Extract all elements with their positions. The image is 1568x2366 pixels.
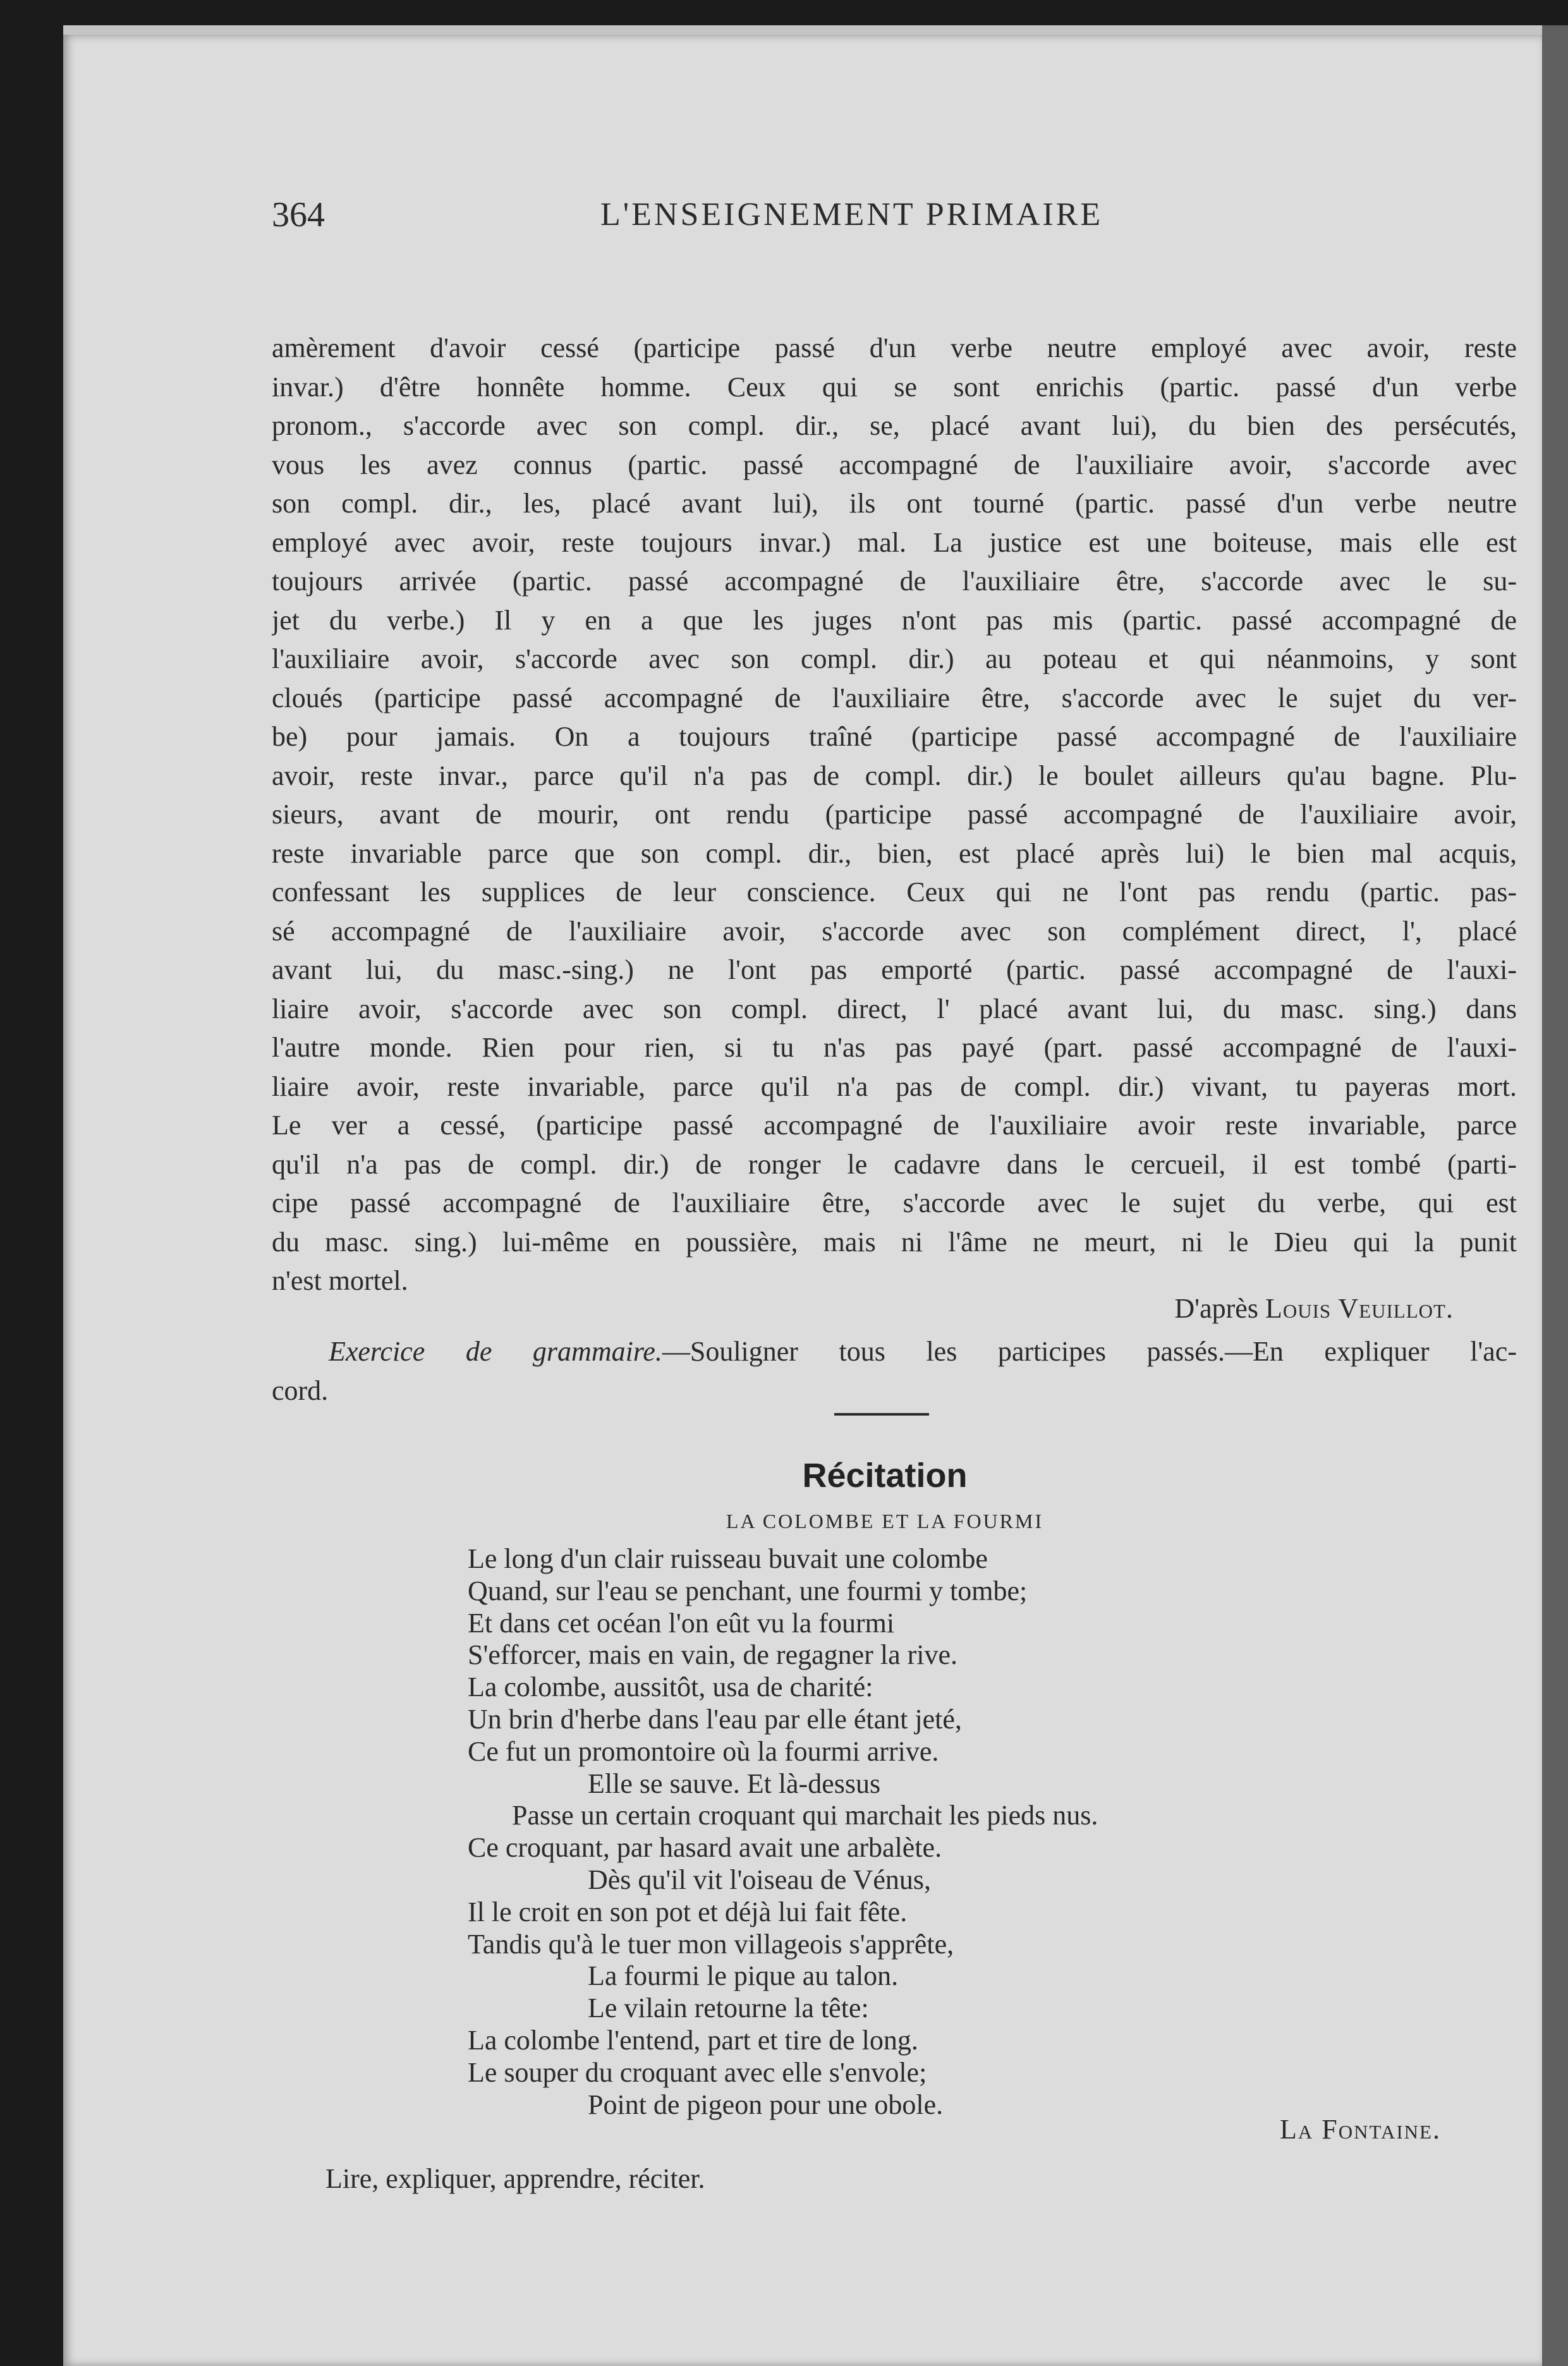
body-line: liaire avoir, s'accorde avec son compl. direct, l' placé avant lui, du masc. sing.) dans	[272, 993, 1517, 1024]
body-line: toujours arrivée (partic. passé accompagné de l'auxiliaire être, s'accorde avec le su-	[272, 566, 1517, 597]
body-line: l'auxiliaire avoir, s'accorde avec son compl. dir.) au poteau et qui néanmoins, y sont	[272, 643, 1517, 674]
poem-line: La colombe, aussitôt, usa de charité:	[468, 1671, 873, 1703]
poem-line: Ce fut un promontoire où la fourmi arrive.	[468, 1735, 939, 1767]
poem-line: Passe un certain croquant qui marchait les pieds nus.	[512, 1800, 1098, 1831]
poem-line: S'efforcer, mais en vain, de regagner la rive.	[468, 1639, 958, 1671]
poem-line: Dès qu'il vit l'oiseau de Vénus,	[588, 1864, 931, 1895]
poem	[468, 1543, 1352, 2121]
exercise-line	[272, 1333, 1517, 1373]
body-line: sieurs, avant de mourir, ont rendu (participe passé accompagné de l'auxiliaire avoir,	[272, 799, 1517, 830]
poem-line: Point de pigeon pour une obole.	[588, 2089, 944, 2120]
poem-line: Le souper du croquant avec elle s'envole;	[468, 2056, 927, 2088]
poem-line: La colombe l'entend, part et tire de long.	[468, 2024, 918, 2056]
attribution-prefix: D'après	[1174, 1293, 1258, 1324]
section-title: Récitation	[802, 1457, 968, 1495]
body-line: reste invariable parce que son compl. dir., bien, est placé après lui) le bien mal acquis,	[272, 837, 1517, 869]
body-line: be) pour jamais. On a toujours traîné (participe passé accompagné de l'auxiliaire	[272, 721, 1517, 752]
body-line: du masc. sing.) lui-même en poussière, mais ni l'âme ne meurt, ni le Dieu qui la punit	[272, 1226, 1517, 1258]
poem-line: Ce croquant, par hasard avait une arbalète.	[468, 1832, 942, 1864]
journal-title: L'ENSEIGNEMENT PRIMAIRE	[600, 197, 1103, 233]
body-line: employé avec avoir, reste toujours invar.) mal. La justice est une boiteuse, mais elle est	[272, 526, 1517, 558]
exercise-label: Exercice de grammaire.	[329, 1336, 662, 1367]
exercise-instructions	[272, 1333, 1517, 1409]
poem-line: Le vilain retourne la tête:	[588, 1993, 869, 2024]
body-line: invar.) d'être honnête homme. Ceux qui se sont enrichis (partic. passé d'un verbe	[272, 371, 1517, 403]
body-line: avant lui, du masc.-sing.) ne l'ont pas emporté (partic. passé accompagné de l'auxi-	[272, 954, 1517, 985]
poem-line: Il le croit en son pot et déjà lui fait fête.	[468, 1896, 908, 1927]
section-divider	[834, 1413, 929, 1416]
body-line: Le ver a cessé, (participe passé accompagné de l'auxiliaire avoir reste invariable, parce	[272, 1110, 1517, 1141]
body-line: liaire avoir, reste invariable, parce qu'il n'a pas de compl. dir.) vivant, tu payeras mort.	[272, 1071, 1517, 1102]
body-line: avoir, reste invar., parce qu'il n'a pas de compl. dir.) le boulet ailleurs qu'au bagne. Plu-	[272, 760, 1517, 791]
poem-line: Un brin d'herbe dans l'eau par elle étant jeté,	[468, 1703, 962, 1735]
page-top-edge	[63, 25, 1542, 35]
body-line: jet du verbe.) Il y en a que les juges n'ont pas mis (partic. passé accompagné de	[272, 604, 1517, 636]
body-line: cipe passé accompagné de l'auxiliaire être, s'accorde avec le sujet du verbe, qui est	[272, 1187, 1517, 1218]
page-number: 364	[272, 195, 325, 234]
body-line: pronom., s'accorde avec son compl. dir., se, placé avant lui), du bien des persécutés,	[272, 410, 1517, 441]
poem-title: LA COLOMBE ET LA FOURMI	[726, 1510, 1044, 1532]
body-line: cloués (participe passé accompagné de l'auxiliaire être, s'accorde avec le sujet du ver-	[272, 682, 1517, 713]
poem-line: Tandis qu'à le tuer mon villageois s'apprête,	[468, 1928, 954, 1960]
author-name: Louis Veuillot.	[1265, 1293, 1454, 1324]
poem-line: Le long d'un clair ruisseau buvait une colombe	[468, 1543, 988, 1574]
body-line: vous les avez connus (partic. passé accompagné de l'auxiliaire avoir, s'accorde avec	[272, 449, 1517, 480]
body-line: n'est mortel.	[272, 1265, 408, 1296]
body-text	[272, 329, 1517, 1301]
running-head	[272, 190, 1182, 240]
attribution-la-fontaine: La Fontaine.	[1280, 2114, 1441, 2145]
poem-line: Quand, sur l'eau se penchant, une fourmi y tombe;	[468, 1575, 1028, 1606]
page-right-edge	[1542, 25, 1568, 2366]
poem-line: La fourmi le pique au talon.	[588, 1960, 899, 1992]
body-line: qu'il n'a pas de compl. dir.) de ronger le cadavre dans le cercueil, il est tombé (parti-	[272, 1148, 1517, 1180]
attribution-veuillot	[948, 1289, 1454, 1328]
body-line: sé accompagné de l'auxiliaire avoir, s'accorde avec son complément direct, l', placé	[272, 915, 1517, 947]
body-line: l'autre monde. Rien pour rien, si tu n'as pas payé (part. passé accompagné de l'auxi-	[272, 1032, 1517, 1063]
recitation-instruction: Lire, expliquer, apprendre, réciter.	[325, 2163, 705, 2194]
body-line: amèrement d'avoir cessé (participe passé d'un verbe neutre employé avec avoir, reste	[272, 332, 1517, 363]
exercise-text: —Souligner tous les participes passés.—En expliquer l'ac-	[662, 1336, 1517, 1367]
body-line: confessant les supplices de leur conscience. Ceux qui ne l'ont pas rendu (partic. pas-	[272, 877, 1517, 907]
poem-line: Elle se sauve. Et là-dessus	[588, 1768, 881, 1799]
exercise-line: cord.	[272, 1374, 329, 1406]
body-line: son compl. dir., les, placé avant lui), ils ont tourné (partic. passé d'un verbe neutre	[272, 488, 1517, 519]
poem-line: Et dans cet océan l'on eût vu la fourmi	[468, 1607, 895, 1639]
